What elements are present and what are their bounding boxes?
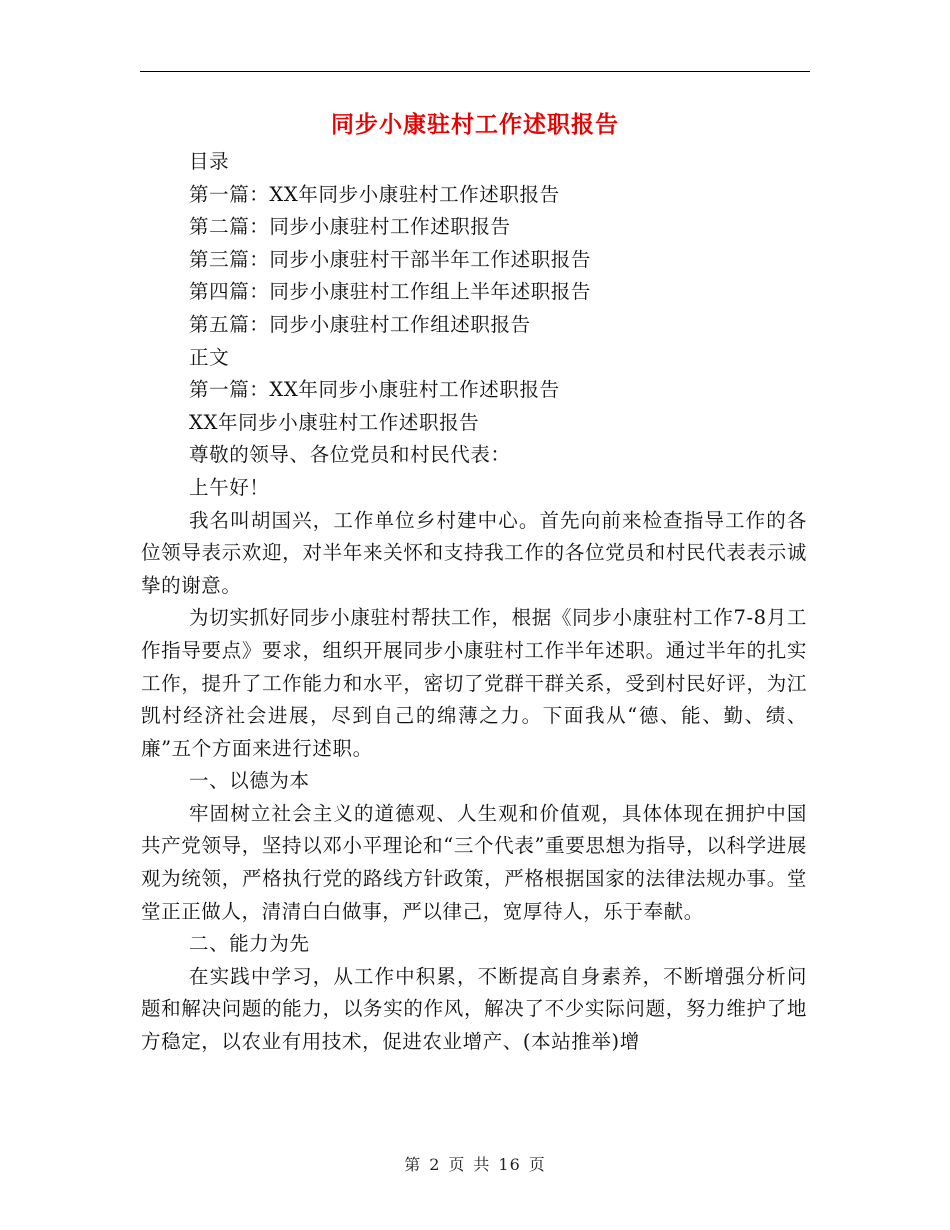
page-footer	[0, 1152, 950, 1175]
body-paragraph: 为切实抓好同步小康驻村帮扶工作，根据《同步小康驻村工作7-8月工作指导要点》要求，组织开展同步小康驻村工作半年述职。通过半年的扎实工作，提升了工作能力和水平，密切了党群干群关系，受到村民好评，为江凯村经济社会进展，尽到自己的绵薄之力。下面我从“德、能、勤、绩、廉”五个方面来进行述职。	[141, 606, 807, 760]
footer-suffix: 页	[528, 1155, 546, 1174]
section-label: 正文	[189, 345, 230, 369]
current-page-number: 2	[429, 1155, 441, 1174]
salutation: 尊敬的领导、各位党员和村民代表：	[189, 443, 511, 467]
document-title: 同步小康驻村工作述职报告	[331, 111, 619, 138]
body-paragraph: 牢固树立社会主义的道德观、人生观和价值观，具体体现在拥护中国共产党领导，坚持以邓小平理论和“三个代表”重要思想为指导，以科学进展观为统领，严格执行党的路线方针政策，严格根据国家的法律法规办事。堂堂正正做人，清清白白做事，严以律己，宽厚待人，乐于奉献。	[141, 801, 807, 923]
total-page-count: 16	[498, 1155, 521, 1174]
body-paragraph: 在实践中学习，从工作中积累，不断提高自身素养，不断增强分析问题和解决问题的能力，以务实的作风，解决了不少实际问题，努力维护了地方稳定，以农业有用技术，促进农业增产、(本站推举)增	[141, 964, 807, 1054]
toc-item: 第二篇：同步小康驻村工作述职报告	[189, 215, 511, 239]
footer-total-word: 共	[473, 1155, 491, 1174]
toc-item: 第一篇：XX年同步小康驻村工作述职报告	[189, 182, 560, 206]
footer-prefix: 第	[404, 1155, 422, 1174]
report-title: XX年同步小康驻村工作述职报告	[189, 410, 480, 434]
part-heading: 第一篇：XX年同步小康驻村工作述职报告	[189, 378, 560, 402]
greeting: 上午好！	[189, 475, 270, 499]
footer-page-word: 页	[448, 1155, 466, 1174]
section-heading: 一、以德为本	[189, 769, 310, 793]
document-body	[141, 146, 807, 1059]
toc-item: 第三篇：同步小康驻村干部半年工作述职报告	[189, 247, 592, 271]
header-rule	[140, 71, 810, 72]
toc-heading: 目录	[189, 150, 230, 173]
toc-item: 第五篇：同步小康驻村工作组述职报告	[189, 312, 531, 336]
body-paragraph: 我名叫胡国兴，工作单位乡村建中心。首先向前来检查指导工作的各位领导表示欢迎，对半年来关怀和支持我工作的各位党员和村民代表表示诚挚的谢意。	[141, 508, 807, 597]
section-heading: 二、能力为先	[189, 932, 310, 956]
toc-item: 第四篇：同步小康驻村工作组上半年述职报告	[189, 280, 592, 304]
